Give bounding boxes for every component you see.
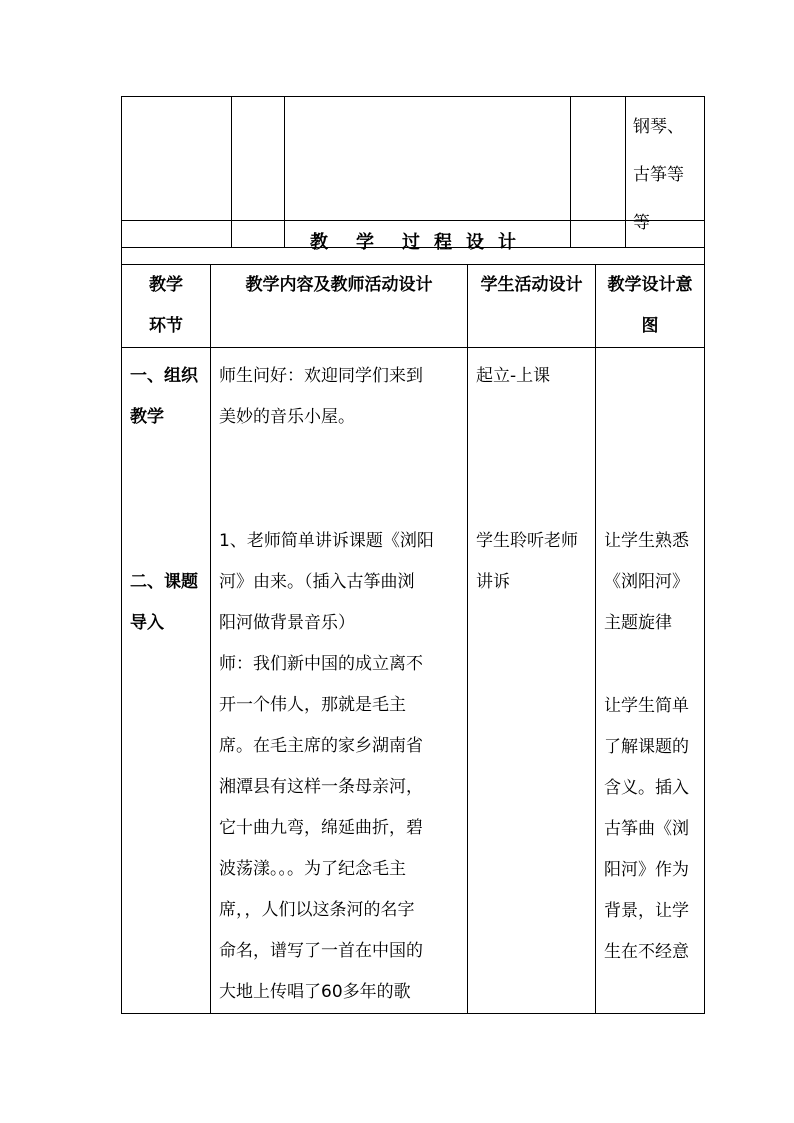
intent-line: 含义。插入	[604, 778, 689, 798]
stage-cell: 一、组织 教学 二、课题 导入	[122, 348, 211, 1014]
header-stage: 教学 环节	[122, 265, 211, 348]
content-line: 波荡漾。。。为了纪念毛主	[219, 859, 406, 879]
process-title-row	[122, 221, 705, 265]
intent-line: 阳河》作为	[604, 860, 689, 880]
intent-line: 了解课题的	[604, 737, 689, 757]
content-line: 命名，谱写了一首在中国的	[219, 941, 423, 961]
process-table	[121, 220, 705, 1014]
header-intent: 教学设计意 图	[596, 265, 705, 348]
intent-cell	[596, 348, 705, 1014]
header-content: 教学内容及教师活动设计	[211, 265, 468, 348]
content-line: 席，，人们以这条河的名字	[219, 900, 415, 920]
header-row	[122, 265, 705, 348]
intent-line: 背景，让学	[604, 901, 689, 921]
intent-line: 让学生简单	[604, 696, 689, 716]
content-line: 美妙的音乐小屋。	[219, 407, 355, 427]
content-line: 阳河做背景音乐）	[219, 613, 355, 633]
materials-line: 钢琴、	[633, 117, 684, 137]
student-line: 讲诉	[476, 572, 510, 592]
content-line: 1、老师简单讲诉课题《浏阳	[219, 531, 434, 551]
content-line: 湘潭县有这样一条母亲河，	[219, 777, 423, 797]
intent-line: 古筝曲《浏	[604, 819, 689, 839]
materials-line: 古筝等等	[633, 165, 684, 233]
process-title: 教 学 过 程 设 计	[122, 221, 705, 265]
content-line: 开一个伟人，那就是毛主	[219, 695, 406, 715]
intent-line: 《浏阳河》	[604, 572, 689, 592]
header-student: 学生活动设计	[468, 265, 596, 348]
content-line: 师：我们新中国的成立离不	[219, 654, 423, 674]
content-line: 河》由来。（插入古筝曲浏	[219, 572, 415, 592]
table-row	[122, 348, 705, 1014]
content-line: 它十曲九弯，绵延曲折，碧	[219, 818, 423, 838]
content-line: 大地上传唱了60多年的歌	[219, 982, 411, 1002]
student-cell	[468, 348, 596, 1014]
intent-line: 让学生熟悉	[604, 531, 689, 551]
content-line: 师生问好：欢迎同学们来到	[219, 366, 423, 386]
intent-line: 生在不经意	[604, 942, 689, 962]
student-line: 学生聆听老师	[476, 531, 578, 551]
student-line: 起立-上课	[476, 366, 551, 386]
content-cell	[211, 348, 468, 1014]
content-line: 席。在毛主席的家乡湖南省	[219, 736, 423, 756]
intent-line: 主题旋律	[604, 613, 672, 633]
